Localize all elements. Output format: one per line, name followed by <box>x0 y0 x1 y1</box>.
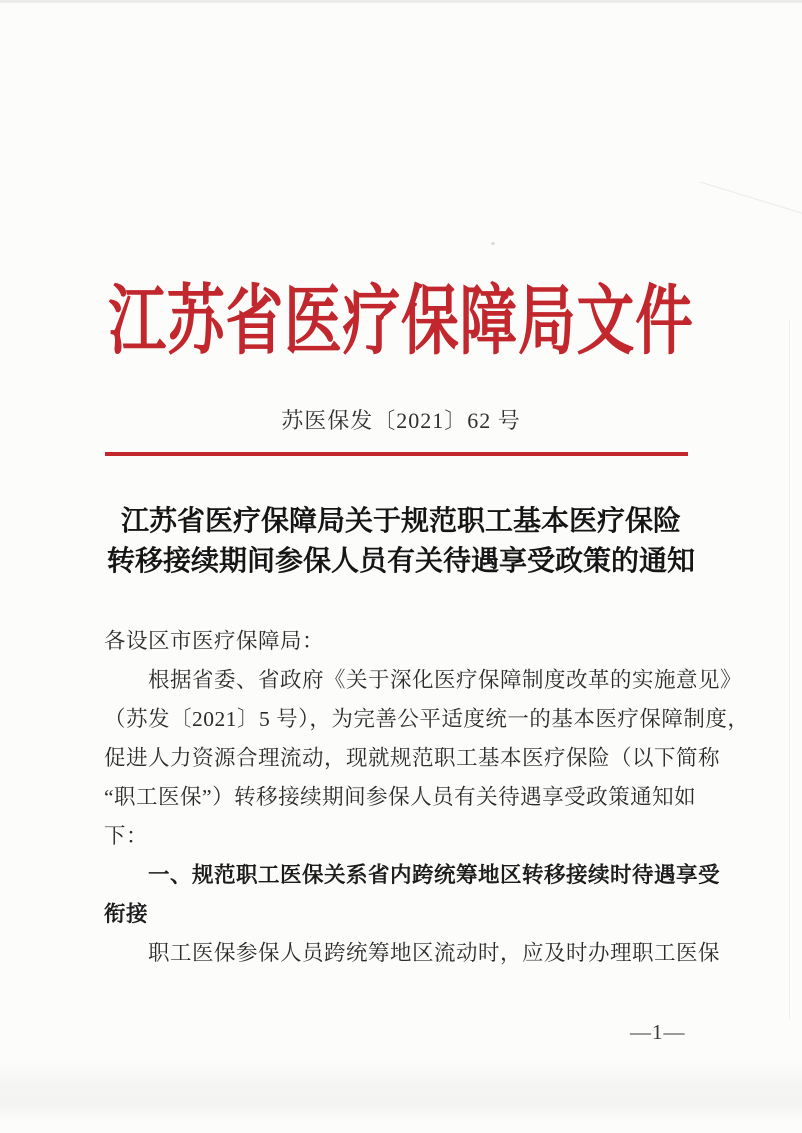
body-line: 职工医保参保人员跨统筹地区流动时，应及时办理职工医保 <box>148 941 721 965</box>
document-title-line2: 转移接续期间参保人员有关待遇享受政策的通知 <box>106 546 695 577</box>
body-line: 下： <box>104 824 149 848</box>
letterhead-title: 江苏省医疗保障局文件 <box>108 280 694 364</box>
body-line: 衔接 <box>104 902 149 926</box>
doc-number: 苏医保发〔2021〕62 号 <box>281 408 521 433</box>
body-line: （苏发〔2021〕5 号），为完善公平适度统一的基本医疗保障制度， <box>104 707 750 731</box>
document-title <box>0 502 802 582</box>
scan-speck <box>491 242 495 245</box>
scan-top-edge-shadow <box>0 0 802 3</box>
body-line: 一、规范职工医保关系省内跨统筹地区转移接续时待遇享受 <box>148 863 721 887</box>
scan-crease-mark <box>700 182 802 216</box>
body-line: 根据省委、省政府《关于深化医疗保障制度改革的实施意见》 <box>148 668 743 692</box>
body-line: “职工医保”）转移接续期间参保人员有关待遇享受政策通知如 <box>104 785 697 809</box>
body-line: 促进人力资源合理流动，现就规范职工基本医疗保险（以下简称 <box>104 746 721 770</box>
red-separator-line <box>105 452 688 456</box>
body-line: 各设区市医疗保障局： <box>104 629 325 653</box>
body-text <box>104 622 750 973</box>
page-number: —1— <box>630 1020 686 1044</box>
scan-bottom-texture-band <box>0 1064 802 1122</box>
document-title-line1: 江苏省医疗保障局关于规范职工基本医疗保险 <box>120 506 681 537</box>
